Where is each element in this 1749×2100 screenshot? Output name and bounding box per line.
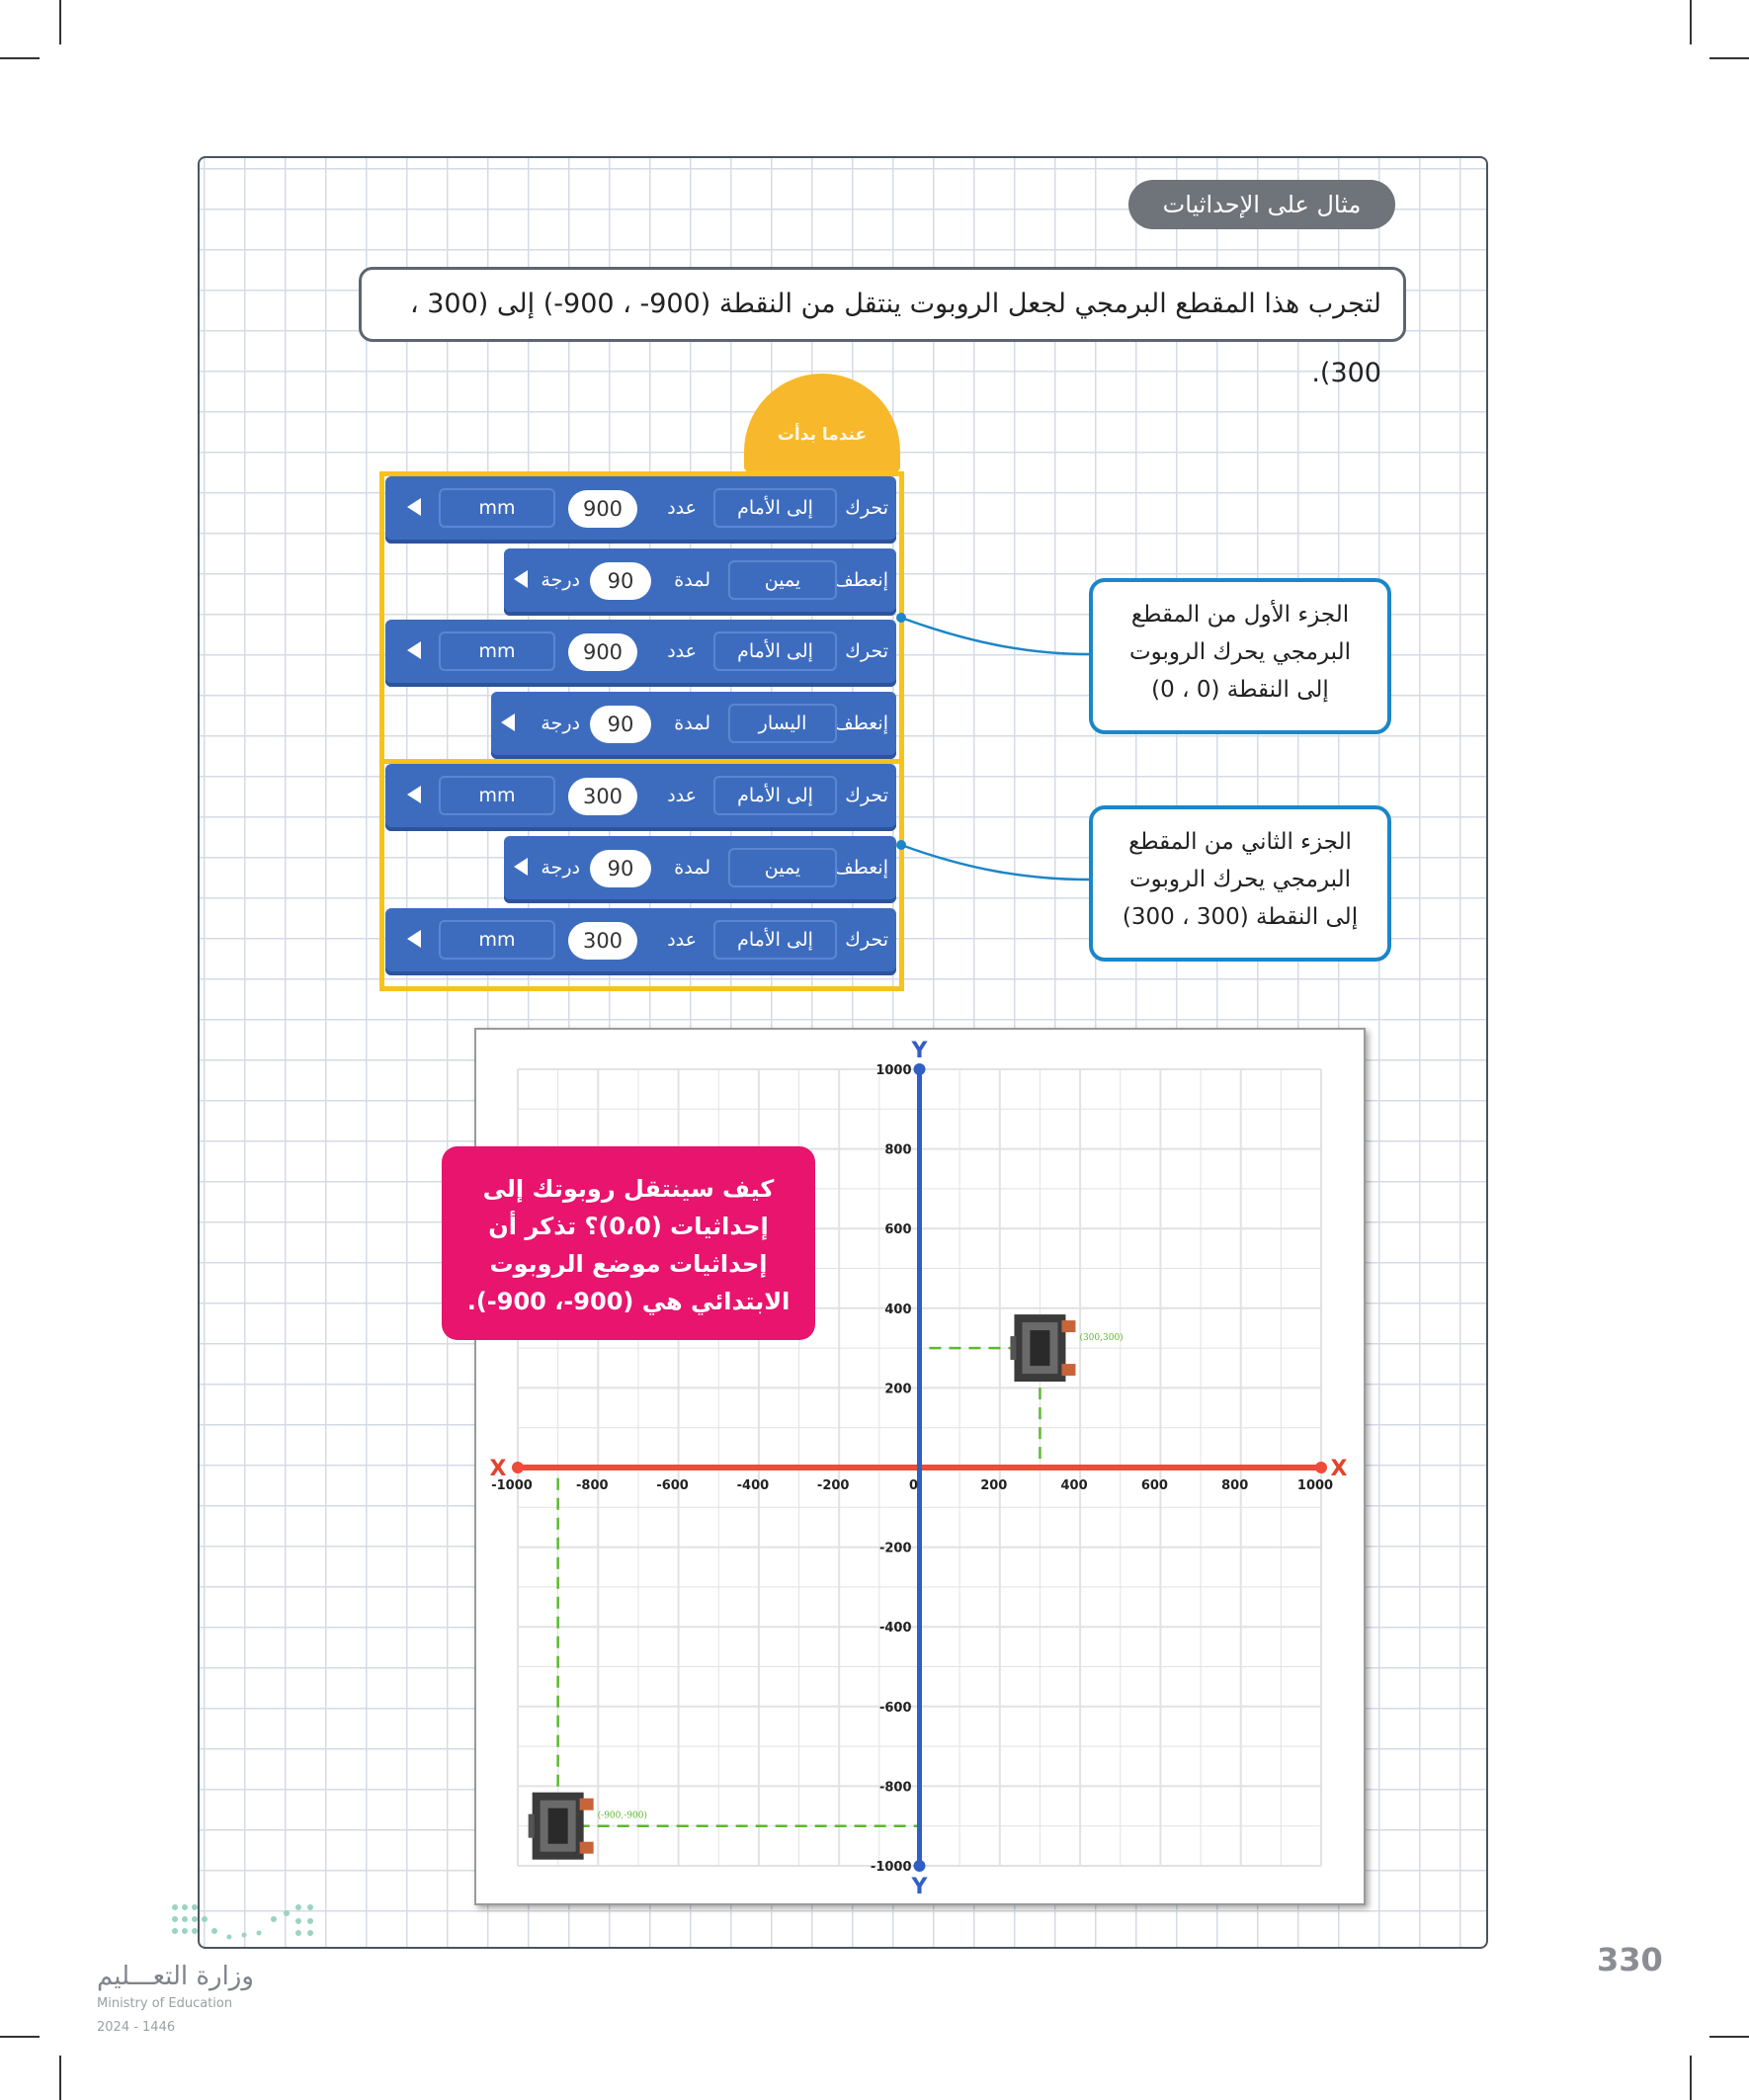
hat-label: عندما بدأت bbox=[777, 425, 868, 445]
x-tick-label: -1000 bbox=[491, 1478, 533, 1493]
y-tick-label: -400 bbox=[878, 1621, 912, 1637]
callout-line: إلى النقطة (300 ، 300) bbox=[1122, 904, 1359, 930]
question-box bbox=[442, 1146, 815, 1340]
y-axis-letter: Y bbox=[911, 1875, 928, 1899]
count-label: عدد bbox=[667, 497, 697, 519]
for-label: لمدة bbox=[674, 569, 710, 591]
unit-dropdown[interactable]: mm bbox=[439, 631, 555, 671]
x-tick-label: 0 bbox=[908, 1478, 919, 1493]
direction-dropdown[interactable]: إلى الأمام bbox=[713, 488, 837, 528]
unit-dropdown[interactable]: mm bbox=[439, 920, 555, 960]
instruction-box: لتجرب هذا المقطع البرمجي لجعل الروبوت ينتقل من النقطة (900- ، 900-) إلى (300 ، 300). bbox=[359, 267, 1406, 342]
block-command: إنعطف bbox=[834, 569, 888, 591]
y-axis-letter: Y bbox=[911, 1039, 928, 1063]
y-tick-label: -600 bbox=[878, 1700, 912, 1716]
callout-line: البرمجي يحرك الروبوت bbox=[1128, 867, 1351, 892]
section-tag: مثال على الإحداثيات bbox=[1128, 180, 1395, 229]
value-input[interactable]: 300 bbox=[568, 778, 637, 815]
value-input[interactable]: 90 bbox=[590, 706, 651, 743]
question-line: الابتدائي هي (900-، 900-). bbox=[466, 1288, 791, 1315]
value-input[interactable]: 900 bbox=[568, 633, 637, 671]
callout-part-two bbox=[1089, 805, 1391, 962]
y-axis-end bbox=[914, 1063, 926, 1075]
unit-dropdown[interactable]: mm bbox=[439, 776, 555, 815]
connector-line bbox=[901, 618, 1089, 654]
x-axis-end bbox=[1315, 1462, 1327, 1473]
y-tick-label: 200 bbox=[884, 1382, 912, 1397]
value-input[interactable]: 300 bbox=[568, 922, 637, 960]
y-tick-label: -1000 bbox=[870, 1860, 912, 1875]
count-label: عدد bbox=[667, 785, 697, 806]
x-tick-label: 1000 bbox=[1296, 1478, 1334, 1493]
unit-dropdown[interactable]: mm bbox=[439, 488, 555, 528]
connector-dot bbox=[896, 613, 906, 623]
question-line: كيف سينتقل روبوتك إلى bbox=[482, 1175, 775, 1203]
question-line: إحداثيات موضع الروبوت bbox=[489, 1250, 768, 1278]
connector-line bbox=[901, 845, 1089, 880]
direction-dropdown[interactable]: يمين bbox=[728, 848, 837, 887]
x-tick-label: 800 bbox=[1221, 1478, 1249, 1493]
count-label: عدد bbox=[667, 929, 697, 951]
block-command: تحرك bbox=[845, 640, 888, 662]
x-tick-label: -600 bbox=[656, 1478, 689, 1493]
x-tick-label: -400 bbox=[736, 1478, 770, 1493]
x-tick-label: 200 bbox=[980, 1478, 1008, 1493]
ministry-logo-dots bbox=[170, 1899, 323, 1947]
callout-line: الجزء الأول من المقطع bbox=[1130, 602, 1350, 628]
direction-dropdown[interactable]: إلى الأمام bbox=[713, 776, 837, 815]
callout-part-one bbox=[1089, 578, 1391, 734]
block-command: تحرك bbox=[845, 497, 888, 519]
direction-dropdown[interactable]: إلى الأمام bbox=[713, 920, 837, 960]
question-line: إحداثيات (0،0)؟ تذكر أن bbox=[488, 1213, 769, 1240]
point-label: (-900,-900) bbox=[597, 1810, 647, 1821]
x-tick-label: 600 bbox=[1140, 1478, 1168, 1493]
x-tick-label: 400 bbox=[1060, 1478, 1088, 1493]
page-number: 330 bbox=[1597, 1941, 1663, 1978]
value-input[interactable]: 90 bbox=[590, 562, 651, 600]
x-axis-letter: X bbox=[1330, 1457, 1348, 1481]
y-tick-label: 600 bbox=[884, 1222, 912, 1238]
block-command: إنعطف bbox=[834, 713, 888, 734]
unit-label: درجة bbox=[541, 569, 580, 591]
y-tick-label: 400 bbox=[884, 1302, 912, 1317]
y-tick-label: 1000 bbox=[875, 1063, 912, 1078]
x-tick-label: -200 bbox=[816, 1478, 850, 1493]
direction-dropdown[interactable]: اليسار bbox=[728, 704, 837, 743]
direction-dropdown[interactable]: يمين bbox=[728, 560, 837, 600]
callout-line: إلى النقطة (0 ، 0) bbox=[1151, 677, 1329, 703]
x-axis-end bbox=[512, 1462, 524, 1473]
point-label: (300,300) bbox=[1079, 1333, 1124, 1344]
count-label: عدد bbox=[667, 640, 697, 662]
x-axis-letter: X bbox=[489, 1457, 507, 1481]
callout-line: الجزء الثاني من المقطع bbox=[1128, 829, 1352, 855]
unit-label: درجة bbox=[541, 713, 580, 734]
block-command: تحرك bbox=[845, 785, 888, 806]
for-label: لمدة bbox=[674, 857, 710, 879]
y-tick-label: -200 bbox=[878, 1541, 912, 1556]
callout-line: البرمجي يحرك الروبوت bbox=[1128, 639, 1351, 665]
edition-year: 2024 - 1446 bbox=[97, 2020, 176, 2035]
y-axis-end bbox=[914, 1860, 926, 1872]
y-tick-label: 800 bbox=[884, 1142, 912, 1158]
ministry-name-en: Ministry of Education bbox=[97, 1996, 233, 2011]
x-tick-label: -800 bbox=[576, 1478, 609, 1493]
block-command: إنعطف bbox=[834, 857, 888, 879]
connector-dot bbox=[896, 840, 906, 850]
direction-dropdown[interactable]: إلى الأمام bbox=[713, 631, 837, 671]
y-tick-label: -800 bbox=[878, 1780, 912, 1796]
for-label: لمدة bbox=[674, 713, 710, 734]
block-command: تحرك bbox=[845, 929, 888, 951]
unit-label: درجة bbox=[541, 857, 580, 879]
value-input[interactable]: 900 bbox=[568, 490, 637, 528]
ministry-name-ar: وزارة التعـــليم bbox=[97, 1962, 254, 1991]
value-input[interactable]: 90 bbox=[590, 850, 651, 887]
